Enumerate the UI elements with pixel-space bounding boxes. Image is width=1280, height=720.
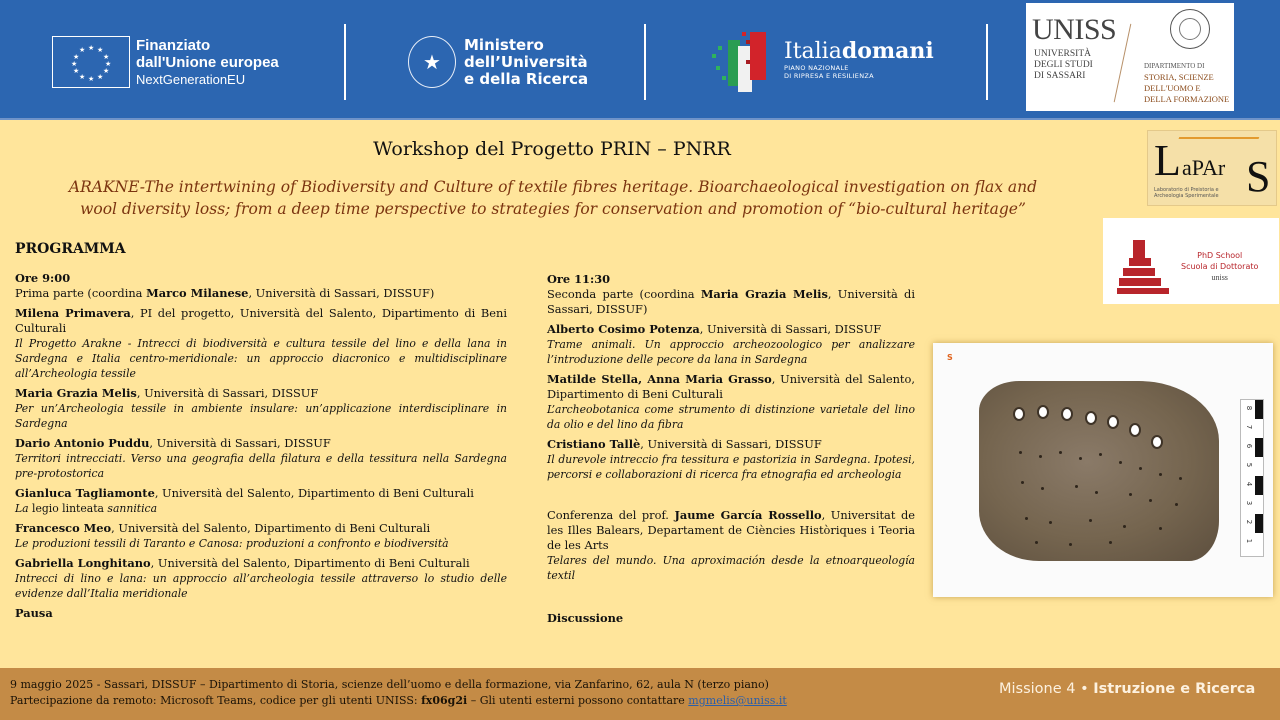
talk-title-part: sannitica: [104, 502, 158, 515]
uniss-sm1: UNIVERSITÀ: [1034, 49, 1091, 59]
speaker-affiliation: , Università di Sassari, DISSUF: [640, 437, 822, 451]
speaker-name: Dario Antonio Puddu: [15, 436, 150, 450]
ruler-number: 2: [1245, 519, 1254, 525]
talk-item: [15, 436, 507, 481]
uniss-sm2: DEGLI STUDI: [1034, 60, 1093, 70]
program-right-column: [547, 272, 915, 626]
talk-item: [547, 437, 915, 482]
event-location: 9 maggio 2025 - Sassari, DISSUF – Dipartimento di Storia, scienze dell’uomo e della formazione, via Zanfarino, 62, aula N (terzo piano): [10, 678, 769, 691]
italiadomani-sub2: DI RIPRESA E RESILIENZA: [784, 71, 874, 80]
talk-item: [15, 386, 507, 431]
pause-label: Pausa: [15, 606, 53, 620]
talk-title: Trame animali. Un approccio archeozoologico per analizzare l’introduzione delle pecore da lana in Sardegna: [547, 338, 915, 366]
italiadomani-logo: [708, 26, 934, 92]
speaker-affiliation: , Università del Salento, Dipartimento di Beni Culturali: [154, 486, 474, 500]
speaker-affiliation: , Università di Sassari, DISSUF: [699, 322, 882, 336]
discussion-label: Discussione: [547, 611, 624, 625]
speaker-name: Francesco Meo: [15, 521, 112, 535]
speaker-name: Milena Primavera: [15, 306, 131, 320]
conference-label: Conferenza del prof.: [547, 508, 675, 522]
stone-artifact: [979, 381, 1219, 561]
dept-line3: DELLA FORMAZIONE: [1144, 94, 1230, 104]
perforated-tablet-photo: [933, 343, 1273, 597]
teams-label: Partecipazione da remoto: Microsoft Teams, codice per gli utenti UNISS:: [10, 694, 422, 707]
phd-line3: uniss: [1211, 273, 1228, 282]
mission-number: Missione 4 •: [999, 681, 1094, 697]
tower-icon: [1117, 240, 1169, 294]
phd-line1: PhD School: [1197, 251, 1243, 260]
session-chair: Maria Grazia Melis: [700, 287, 828, 301]
lapars-caption2: Archeologia Sperimentale: [1154, 193, 1219, 199]
speaker-name: Cristiano Tallè: [547, 437, 641, 451]
talk-title-part: legio linteata: [32, 502, 104, 515]
ruler-number: 7: [1245, 424, 1254, 430]
talk-title: Il Progetto Arakne - Intrecci di biodiversità e cultura tessile del lino e della lana in Sardegna e Italia centro-meridionale: un approccio diacronico e multidisciplinare all’Archeologia tessile: [15, 337, 507, 380]
teams-code: fx06g2i: [421, 694, 468, 707]
speaker-name: Matilde Stella, Anna Maria Grasso: [547, 372, 772, 386]
ruler-number: 4: [1245, 481, 1254, 487]
talk-item: [15, 306, 507, 381]
uniss-wordmark: UNISS: [1032, 13, 1117, 46]
talk-item: [15, 521, 507, 551]
eu-line1: Finanziato: [136, 36, 211, 54]
session-label: Seconda parte (coordina: [547, 287, 701, 301]
university-seal-icon: [1170, 9, 1210, 49]
session-time: Ore 9:00: [15, 271, 71, 285]
talk-item: [15, 556, 507, 601]
lapars-L: L: [1154, 136, 1181, 185]
talk-item: [547, 322, 915, 367]
mur-line2: dell’Università: [464, 52, 588, 71]
eu-flag-icon: ★ ★ ★ ★ ★ ★ ★ ★ ★ ★ ★ ★: [52, 36, 130, 88]
ruler-number: 5: [1245, 462, 1254, 468]
dept-label: DIPARTIMENTO DI: [1144, 62, 1205, 70]
subtitle-line2: wool diversity loss; from a deep time perspective to strategies for conservation and promotion of “bio-cultural heritage”: [80, 200, 1026, 218]
external-users-note: – Gli utenti esterni possono contattare: [467, 694, 689, 707]
eu-line3: NextGenerationEU: [136, 71, 246, 87]
programma-heading: PROGRAMMA: [15, 241, 126, 257]
talk-item: [547, 372, 915, 432]
italiadomani-brand-light: Italia: [784, 38, 842, 64]
speaker-affiliation: , Università di Sassari, DISSUF: [149, 436, 331, 450]
talk-item: [15, 486, 507, 516]
lapars-mid: aPAr: [1182, 155, 1226, 180]
footer-bar: [0, 668, 1280, 720]
session-label: Prima parte (coordina: [15, 286, 147, 300]
session-chair-affiliation: , Università di Sassari, DISSUF): [248, 286, 435, 300]
ruler-number: 6: [1245, 443, 1254, 449]
lapars-caption1: Laboratorio di Preistoria e: [1154, 187, 1219, 193]
header-banner: [0, 0, 1280, 120]
uniss-sm3: DI SASSARI: [1034, 71, 1086, 81]
mur-logo: [408, 36, 588, 88]
eu-line2: dall'Unione europea: [136, 53, 279, 71]
ruler-number: 1: [1245, 538, 1254, 544]
session-chair-affiliation: , Università di Sassari, DISSUF): [547, 287, 915, 316]
session-chair: Marco Milanese: [146, 286, 249, 300]
lapars-S: S: [1246, 152, 1271, 201]
speaker-name: Jaume García Rossello: [674, 508, 822, 522]
ruler-number: 8: [1245, 405, 1254, 411]
italian-flag-pixel-icon: [708, 26, 778, 92]
event-info: [10, 677, 787, 709]
uniss-logo: [1026, 3, 1234, 111]
speaker-name: Maria Grazia Melis: [15, 386, 137, 400]
dept-line1: STORIA, SCIENZE: [1144, 72, 1214, 82]
mission-title: Istruzione e Ricerca: [1093, 681, 1256, 697]
speaker-affiliation: , Universitat de les Illes Balears, Departament de Ciències Històriques i Teoria de les Arts: [547, 508, 915, 552]
speaker-name: Gabriella Longhitano: [15, 556, 151, 570]
talk-title: Il durevole intreccio fra tessitura e pastorizia in Sardegna. Ipotesi, percorsi e collaborazioni di ricerca fra etnografia ed archeologia: [547, 453, 915, 481]
contact-email-link[interactable]: mgmelis@uniss.it: [688, 694, 787, 707]
speaker-affiliation: , PI del progetto, Università del Salento, Dipartimento di Beni Culturali: [15, 306, 507, 335]
photo-label: S: [947, 353, 953, 362]
project-subtitle: [8, 176, 1098, 220]
workshop-title: Workshop del Progetto PRIN – PNRR: [373, 138, 731, 160]
talk-title: Per un’Archeologia tessile in ambiente insulare: un’applicazione interdisciplinare in Sardegna: [15, 402, 507, 430]
italian-republic-emblem-icon: ★: [408, 36, 456, 88]
program-left-column: [15, 271, 507, 621]
speaker-affiliation: , Università di Sassari, DISSUF: [136, 386, 319, 400]
speaker-affiliation: , Università del Salento, Dipartimento di Beni Culturali: [150, 556, 470, 570]
talk-title: [15, 501, 507, 516]
divider: [344, 24, 346, 100]
speaker-affiliation: , Università del Salento, Dipartimento di Beni Culturali: [547, 372, 915, 401]
talk-title-part: La: [15, 502, 33, 515]
talk-title: Telares del mundo. Una aproximación desde la etnoarqueología textil: [547, 554, 915, 582]
divider: [644, 24, 646, 100]
eu-logo: [52, 36, 279, 88]
ruler-number: 3: [1245, 500, 1254, 506]
talk-title: Territori intrecciati. Verso una geografia della filatura e della tessitura nella Sardegna pre-protostorica: [15, 452, 507, 480]
scale-ruler: [1240, 399, 1264, 557]
remote-participation: [10, 693, 787, 709]
lapars-logo: [1147, 130, 1277, 206]
talk-title: L’archeobotanica come strumento di distinzione varietale del lino da olio e del lino da fibra: [547, 403, 915, 431]
slash-divider: [1114, 24, 1132, 102]
phd-line2: Scuola di Dottorato: [1181, 262, 1259, 271]
italiadomani-sub1: PIANO NAZIONALE: [784, 63, 849, 72]
mur-line1: Ministero: [464, 35, 544, 54]
talk-title: Intrecci di lino e lana: un approccio all’archeologia tessile attraverso lo studio delle evidenze dall’Italia meridionale: [15, 572, 507, 600]
speaker-name: Alberto Cosimo Potenza: [547, 322, 700, 336]
session-time: Ore 11:30: [547, 272, 611, 286]
speaker-name: Gianluca Tagliamonte: [15, 486, 155, 500]
divider: [986, 24, 988, 100]
subtitle-line1: ARAKNE-The intertwining of Biodiversity and Culture of textile fibres heritage. Bioarchaeological investigation on flax and: [68, 178, 1038, 196]
session-second-part: [547, 272, 915, 317]
speaker-affiliation: , Università del Salento, Dipartimento di Beni Culturali: [111, 521, 431, 535]
mur-line3: e della Ricerca: [464, 69, 589, 88]
talk-title: Le produzioni tessili di Taranto e Canosa: produzioni a confronto e biodiversità: [15, 537, 449, 550]
mission-label: [999, 681, 1255, 697]
keynote-conference: [547, 508, 915, 583]
phd-school-logo: [1103, 218, 1279, 304]
dept-line2: DELL'UOMO E: [1144, 83, 1201, 93]
italiadomani-brand-bold: domani: [841, 37, 934, 64]
session-first-part: [15, 271, 507, 301]
